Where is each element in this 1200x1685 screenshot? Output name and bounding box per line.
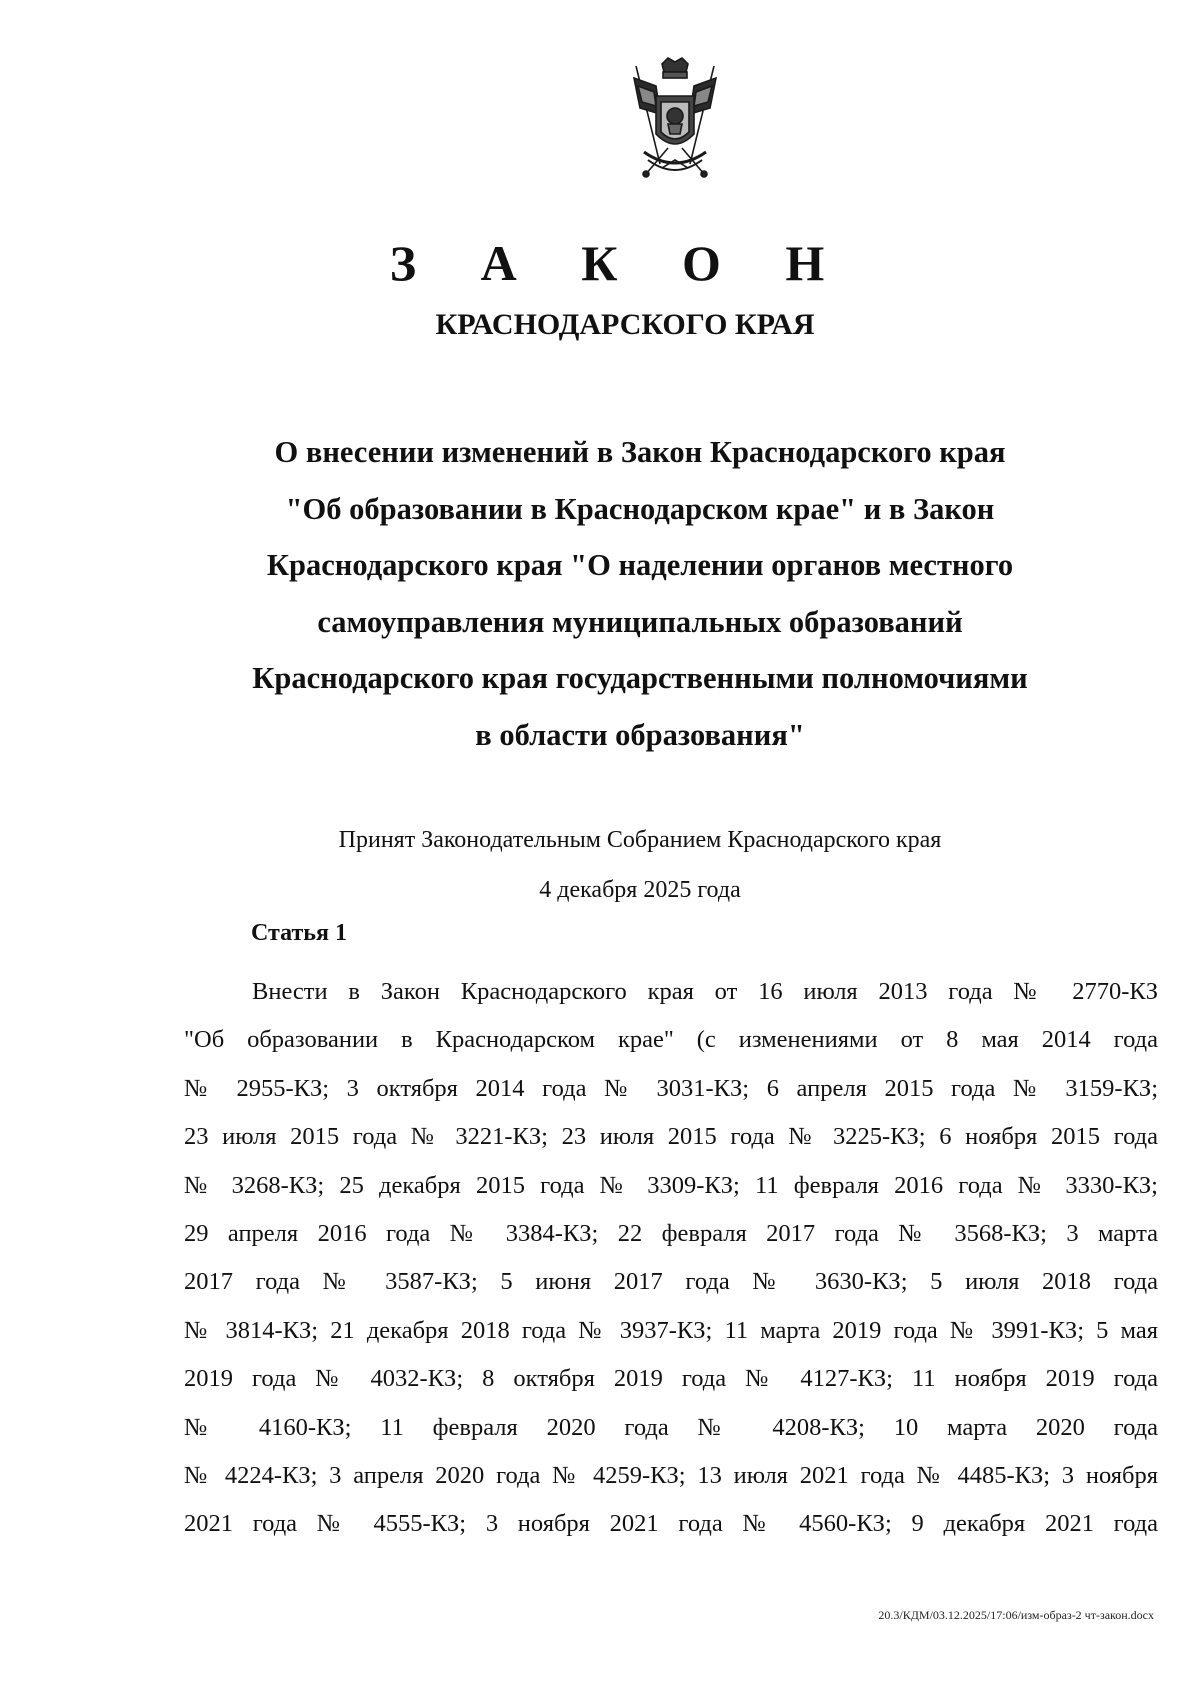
heading-line: Краснодарского края "О наделении органов местного: [266, 548, 1014, 582]
body-line: № 3814-КЗ; 21 декабря 2018 года № 3937-КЗ; 11 марта 2019 года № 3991-КЗ; 5 мая: [184, 1316, 1158, 1344]
article-body: [184, 968, 1158, 1549]
law-heading: [200, 424, 1080, 763]
body-line: № 2955-КЗ; 3 октября 2014 года № 3031-КЗ; 6 апреля 2015 года № 3159-КЗ;: [184, 1074, 1158, 1102]
body-line: № 3268-КЗ; 25 декабря 2015 года № 3309-КЗ; 11 февраля 2016 года № 3330-КЗ;: [184, 1171, 1158, 1199]
adoption-line: Принят Законодательным Собранием Краснодарского края: [338, 827, 942, 853]
body-line: 23 июля 2015 года № 3221-КЗ; 23 июля 2015 года № 3225-КЗ; 6 ноября 2015 года: [184, 1123, 1158, 1151]
body-line: "Об образовании в Краснодарском крае" (с изменениями от 8 мая 2014 года: [184, 1026, 1158, 1054]
coat-of-arms-emblem: [616, 56, 734, 188]
document-title: З А К О Н: [389, 235, 851, 291]
file-reference: 20.3/КДМ/03.12.2025/17:06/изм-образ-2 чт-закон.docx: [878, 1608, 1154, 1622]
heading-line: О внесении изменений в Закон Краснодарского края: [274, 435, 1006, 469]
body-line: 2021 года № 4555-КЗ; 3 ноября 2021 года № 4560-КЗ; 9 декабря 2021 года: [184, 1510, 1158, 1538]
body-line: Внести в Закон Краснодарского края от 16 июля 2013 года № 2770-КЗ: [252, 978, 1158, 1005]
heading-line: Краснодарского края государственными полномочиями: [252, 661, 1028, 695]
heading-line: "Об образовании в Краснодарском крае" и в Закон: [285, 491, 995, 526]
body-line: 29 апреля 2016 года № 3384-КЗ; 22 февраля 2017 года № 3568-КЗ; 3 марта: [184, 1219, 1158, 1247]
body-line: 2017 года № 3587-КЗ; 5 июня 2017 года № 3630-КЗ; 5 июля 2018 года: [184, 1268, 1158, 1296]
adoption-note: [200, 815, 1080, 915]
heading-line: в области образования": [475, 717, 805, 752]
heading-line: самоуправления муниципальных образований: [317, 604, 963, 639]
article-title: Статья 1: [251, 920, 347, 946]
body-line: № 4224-КЗ; 3 апреля 2020 года № 4259-КЗ; 13 июля 2021 года № 4485-КЗ; 3 ноября: [184, 1461, 1158, 1489]
adoption-date: 4 декабря 2025 года: [539, 877, 741, 903]
document-subtitle: КРАСНОДАРСКОГО КРАЯ: [435, 308, 815, 341]
body-line: № 4160-КЗ; 11 февраля 2020 года № 4208-КЗ; 10 марта 2020 года: [184, 1413, 1158, 1441]
body-line: 2019 года № 4032-КЗ; 8 октября 2019 года № 4127-КЗ; 11 ноября 2019 года: [184, 1365, 1158, 1393]
